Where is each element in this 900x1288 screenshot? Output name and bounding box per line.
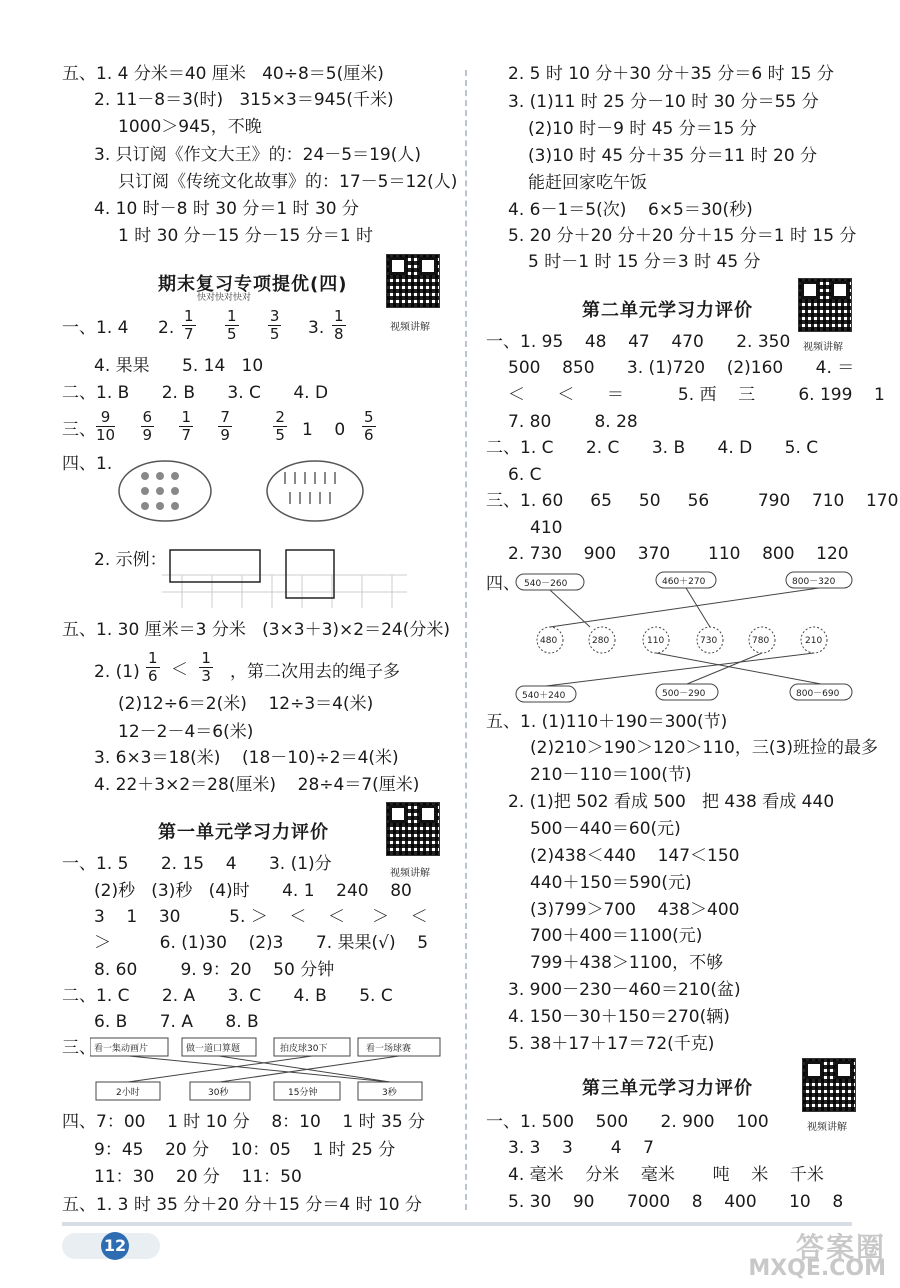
answer-line: 5 时－1 时 15 分＝3 时 45 分 (528, 252, 761, 272)
sun-value: 730 (700, 636, 718, 646)
answer-line: 7. 80 8. 28 (508, 412, 638, 432)
fraction-group: $\frac{1}{7}$ $\frac{1}{5}$ $\frac{3}{5}$ (184, 307, 280, 343)
answer-line: 4. 150－30＋150＝270(辆) (508, 1007, 730, 1027)
answer-line: 2. 11－8＝3(时) 315×3＝945(千米) (94, 90, 394, 110)
match-box-bottom: 30秒 (208, 1088, 229, 1098)
answer-line: 五、1. 4 分米＝40 厘米 40÷8＝5(厘米) (62, 64, 384, 84)
answer-line: 四、1. (62, 454, 113, 474)
shape-example (162, 540, 412, 610)
sun-value: 280 (592, 636, 610, 646)
grouping-illustration (115, 458, 365, 528)
answer-line: 11：30 20 分 11：50 (94, 1167, 302, 1187)
answer-line: (2)10 时－9 时 45 分＝15 分 (528, 119, 757, 139)
answer-label: 三、 (62, 420, 96, 440)
watermark-url: MXQE.COM (748, 1256, 886, 1281)
answer-line: 6. C (508, 465, 542, 485)
section-title: 期末复习专项提优(四) (158, 274, 348, 295)
answer-line: 3. (1)11 时 25 分－10 时 30 分＝55 分 (508, 92, 819, 112)
watermark-logo: 答案圈 (795, 1231, 886, 1264)
qr-code-icon (386, 802, 440, 856)
match-box-bottom: 3秒 (382, 1088, 397, 1098)
answer-line: 500－440＝60(元) (530, 819, 681, 839)
section-title: 第二单元学习力评价 (582, 300, 753, 321)
match-box-top: 拍皮球30下 (280, 1044, 328, 1054)
expression-bottom: 540＋240 (522, 691, 566, 701)
answer-label: 2. (158, 318, 175, 338)
answer-line: 2. 示例： (94, 550, 167, 570)
answer-line: ，第二次用去的绳子多 (230, 662, 400, 682)
answer-line: 210－110＝100(节) (530, 765, 692, 785)
answer-line: 二、1. C 2. A 3. C 4. B 5. C (62, 986, 393, 1006)
footer-bar (62, 1222, 852, 1226)
answer-line: 1 0 (302, 420, 346, 440)
answer-line: 440＋150＝590(元) (530, 873, 692, 893)
match-box-top: 看一场球赛 (366, 1044, 412, 1054)
answer-line: 1 时 30 分－15 分－15 分＝1 时 (118, 226, 373, 246)
fraction: $\frac{1}{8}$ (334, 307, 344, 343)
stamp-text: 快对快对快对 (197, 293, 252, 303)
fraction-compare: $\frac{1}{6}$ ＜ $\frac{1}{3}$ (148, 649, 211, 685)
answer-line: 2. 5 时 10 分＋30 分＋35 分＝6 时 15 分 (508, 64, 835, 84)
section-title: 第一单元学习力评价 (158, 822, 329, 843)
answer-line: 只订阅《传统文化故事》的：17－5＝12(人) (118, 172, 458, 192)
sun-value: 110 (647, 636, 665, 646)
answer-label: 2. (1) (94, 662, 140, 682)
answer-line: 能赶回家吃午饭 (528, 173, 647, 193)
answer-line: 410 (530, 518, 563, 538)
answer-line: 五、1. 3 时 35 分＋20 分＋15 分＝4 时 10 分 (62, 1195, 423, 1215)
answer-line: 3. 只订阅《作文大王》的：24－5＝19(人) (94, 145, 421, 165)
answer-line: (2)438＜440 147＜150 (530, 846, 740, 866)
answer-line: 2. 730 900 370 110 800 120 (508, 544, 849, 564)
qr-code-icon (386, 254, 440, 308)
answer-line: (2)210＞190＞120＞110，三(3)班捡的最多 (530, 738, 878, 758)
answer-line: 五、1. 30 厘米＝3 分米 (3×3＋3)×2＝24(分米) (62, 620, 451, 640)
expression-bottom: 800－690 (796, 689, 840, 699)
answer-line: 一、1. 500 500 2. 900 100 (486, 1112, 769, 1132)
answer-line: 9：45 20 分 10：05 1 时 25 分 (94, 1140, 396, 1160)
match-box-top: 做一道口算题 (186, 1044, 241, 1054)
qr-label: 视频讲解 (390, 322, 430, 333)
match-box-bottom: 15分钟 (288, 1088, 318, 1098)
answer-label: 3. (308, 318, 325, 338)
answer-line: 1000＞945，不晚 (118, 117, 262, 137)
answer-line: (2)12÷6＝2(米) 12÷3＝4(米) (118, 694, 374, 714)
answer-label: 四、 (486, 574, 520, 594)
answer-line: 一、1. 4 (62, 318, 129, 338)
answer-line: 3. 900－230－460＝210(盆) (508, 980, 741, 1000)
answer-line: (2)秒 (3)秒 (4)时 4. 1 240 80 (94, 881, 412, 901)
qr-code-icon (798, 278, 852, 332)
answer-line: 5. 38＋17＋17＝72(千克) (508, 1034, 715, 1054)
match-box-top: 看一集动画片 (94, 1044, 149, 1054)
fraction-group: $\frac{9}{10}$ $\frac{6}{9}$ $\frac{1}{7}$ $\frac{7}{9}$ $\frac{2}{5}$ (96, 408, 285, 444)
section-title: 第三单元学习力评价 (582, 1078, 753, 1099)
answer-line: ＜ ＜ ＝ 5. 西 三 6. 199 1 (508, 385, 885, 405)
answer-line: 700＋400＝1100(元) (530, 926, 703, 946)
answer-line: 3. 3 3 4 7 (508, 1138, 654, 1158)
sun-value: 780 (752, 636, 770, 646)
answer-line: 4. 22＋3×2＝28(厘米) 28÷4＝7(厘米) (94, 775, 420, 795)
answer-line: 12－2－4＝6(米) (118, 722, 254, 742)
answer-line: 4. 果果 5. 14 10 (94, 356, 264, 376)
answer-line: (3)799＞700 438＞400 (530, 900, 740, 920)
qr-label: 视频讲解 (803, 342, 843, 353)
expression-top: 460＋270 (662, 577, 706, 587)
answer-line: 一、1. 5 2. 15 4 3. (1)分 (62, 854, 332, 874)
expression-bottom: 500－290 (662, 689, 706, 699)
answer-line: 4. 6－1＝5(次) 6×5＝30(秒) (508, 200, 753, 220)
answer-line: 3 1 30 5. ＞ ＜ ＜ ＞ ＜ (94, 907, 428, 927)
qr-label: 视频讲解 (807, 1122, 847, 1133)
answer-line: 799＋438＞1100，不够 (530, 953, 724, 973)
answer-line: 8. 60 9. 9：20 50 分钟 (94, 960, 335, 980)
answer-line: 4. 毫米 分米 毫米 吨 米 千米 (508, 1165, 824, 1185)
answer-line: 2. (1)把 502 看成 500 把 438 看成 440 (508, 792, 835, 812)
answer-line: 五、1. (1)110＋190＝300(节) (486, 712, 728, 732)
answer-line: 5. 20 分＋20 分＋20 分＋15 分＝1 时 15 分 (508, 226, 857, 246)
answer-line: 三、1. 60 65 50 56 790 710 170 (486, 491, 899, 511)
answer-line: (3)10 时 45 分＋35 分＝11 时 20 分 (528, 146, 818, 166)
answer-line: 5. 30 90 7000 8 400 10 8 (508, 1192, 844, 1212)
expression-top: 800－320 (792, 577, 836, 587)
answer-line: 一、1. 95 48 47 470 2. 350 (486, 332, 791, 352)
qr-label: 视频讲解 (390, 868, 430, 879)
fraction: $\frac{5}{6}$ (364, 408, 374, 444)
answer-line: 二、1. C 2. C 3. B 4. D 5. C (486, 438, 819, 458)
answer-line: 4. 10 时－8 时 30 分＝1 时 30 分 (94, 199, 359, 219)
sun-value: 480 (540, 636, 558, 646)
sun-value: 210 (805, 636, 823, 646)
answer-line: 四、7：00 1 时 10 分 8：10 1 时 35 分 (62, 1112, 426, 1132)
answer-line: 6. B 7. A 8. B (94, 1012, 259, 1032)
answer-line: 二、1. B 2. B 3. C 4. D (62, 383, 329, 403)
answer-line: ＞ 6. (1)30 (2)3 7. 果果(√) 5 (94, 933, 429, 953)
answer-line: 3. 6×3＝18(米) (18－10)÷2＝4(米) (94, 748, 399, 768)
qr-code-icon (802, 1058, 856, 1112)
answer-label: 三、 (62, 1038, 96, 1058)
matching-diagram (90, 1036, 450, 1104)
page-number: 12 (101, 1232, 129, 1260)
expression-top: 540－260 (524, 579, 568, 589)
answer-line: 500 850 3. (1)720 (2)160 4. ＝ (508, 358, 855, 378)
column-divider (465, 70, 467, 1210)
match-box-bottom: 2小时 (116, 1088, 140, 1098)
sun-matching-diagram (510, 570, 860, 705)
